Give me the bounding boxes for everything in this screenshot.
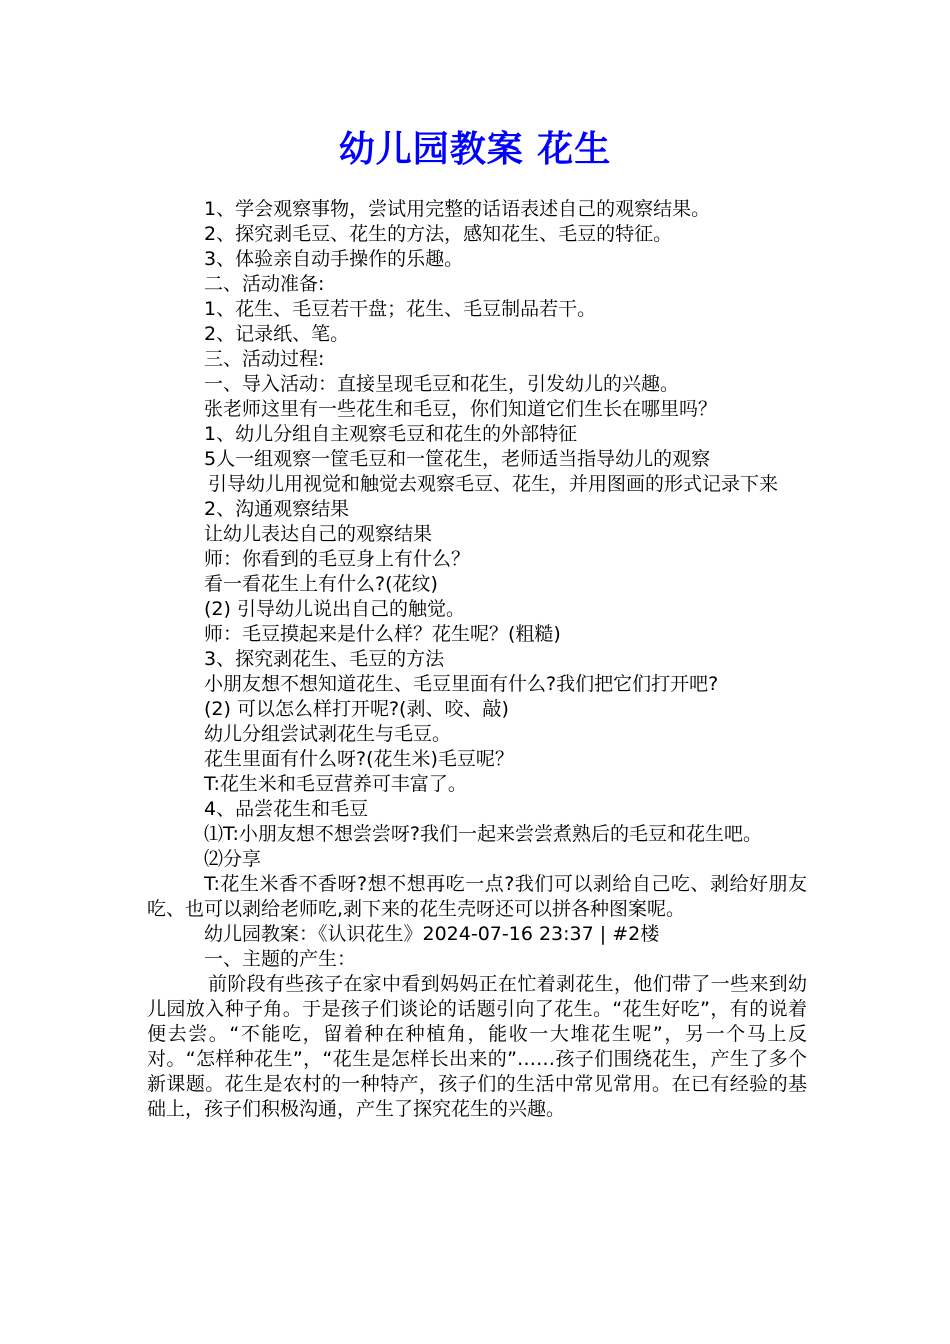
paragraph: 一、导入活动：直接呈现毛豆和花生，引发幼儿的兴趣。 [204,373,680,395]
paragraph: T:花生米香不香呀?想不想再吃一点?我们可以剥给自己吃、剥给好朋友吃、也可以剥给老师吃,剥下来的花生壳呀还可以拼各种图案呢。 [147,873,807,920]
paragraph: 幼儿分组尝试剥花生与毛豆。 [204,723,452,745]
document-body [147,197,807,1122]
paragraph: ⑴T:小朋友想不想尝尝呀?我们一起来尝尝煮熟后的毛豆和花生吧。 [204,823,763,845]
paragraph: 1、学会观察事物，尝试用完整的话语表述自己的观察结果。 [204,198,711,220]
paragraph: 张老师这里有一些花生和毛豆，你们知道它们生长在哪里吗？ [204,398,718,420]
paragraph: 师：毛豆摸起来是什么样？花生呢？(粗糙) [204,623,561,645]
paragraph: 师：你看到的毛豆身上有什么？ [204,548,471,570]
paragraph: 花生里面有什么呀?(花生米)毛豆呢？ [204,748,514,770]
paragraph: 3、探究剥花生、毛豆的方法 [204,648,445,670]
paragraph: 2、记录纸、笔。 [204,323,350,345]
paragraph: 看一看花生上有什么?(花纹) [204,573,438,595]
paragraph: T:花生米和毛豆营养可丰富了。 [204,773,467,795]
paragraph: 引导幼儿用视觉和触觉去观察毛豆、花生，并用图画的形式记录下来 [208,473,779,495]
paragraph: 4、品尝花生和毛豆 [204,798,369,820]
paragraph: 小朋友想不想知道花生、毛豆里面有什么?我们把它们打开吧? [204,673,719,695]
paragraph: 1、幼儿分组自主观察毛豆和花生的外部特征 [204,423,578,445]
paragraph: (2) 引导幼儿说出自己的触觉。 [204,598,465,620]
paragraph: 2、探究剥毛豆、花生的方法，感知花生、毛豆的特征。 [204,223,673,245]
paragraph: 1、花生、毛豆若干盘；花生、毛豆制品若干。 [204,298,597,320]
document-title: 幼儿园教案 花生 [338,129,612,170]
paragraph: 前阶段有些孩子在家中看到妈妈正在忙着剥花生，他们带了一些来到幼儿园放入种子角。于是孩子们谈论的话题引向了花生。“花生好吃”，有的说着便去尝。“不能吃，留着种在种植角，能收一大堆花生呢”，另一个马上反对。“怎样种花生”，“花生是怎样长出来的”……孩子们围绕花生，产生了多个新课题。花生是农村的一种特产，孩子们的生活中常见常用。在已有经验的基础上，孩子们积极沟通，产生了探究花生的兴趣。 [147,973,807,1120]
paragraph: (2) 可以怎么样打开呢?(剥、咬、敲) [204,698,509,720]
paragraph: 2、沟通观察结果 [204,498,350,520]
paragraph: 3、体验亲自动手操作的乐趣。 [204,248,464,270]
paragraph: 5人一组观察一筐毛豆和一筐花生，老师适当指导幼儿的观察 [204,448,711,470]
section-heading: 一、主题的产生： [204,948,357,970]
section-heading: 二、活动准备: [204,273,325,295]
post-header: 幼儿园教案：《认识花生》2024-07-16 23:37 | #2楼 [204,923,660,945]
paragraph: ⑵分享 [204,848,262,870]
paragraph: 让幼儿表达自己的观察结果 [204,523,433,545]
section-heading: 三、活动过程: [204,348,325,370]
